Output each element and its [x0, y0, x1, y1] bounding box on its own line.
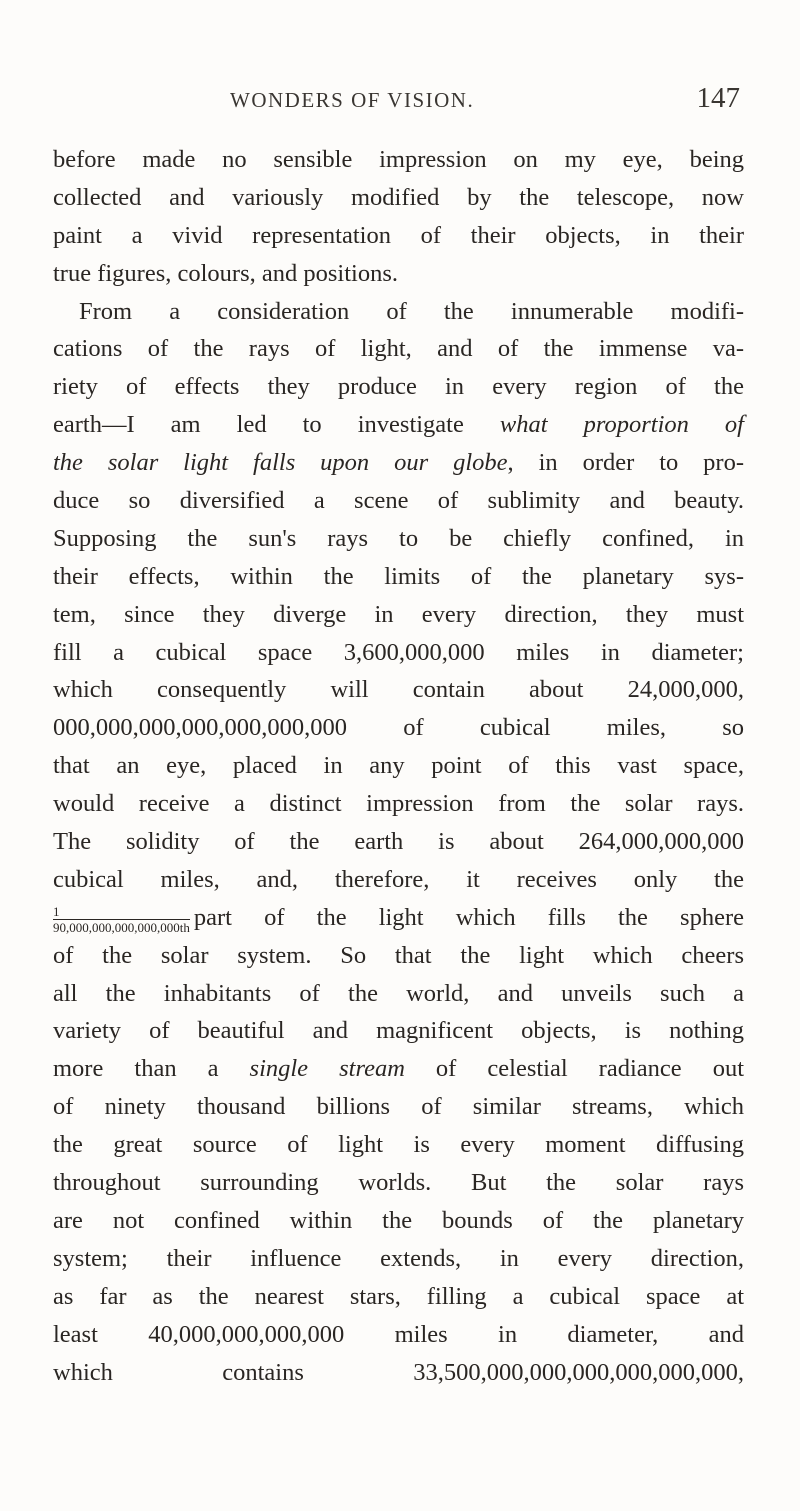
text-line: the great source of light is every moment diffusing [53, 1131, 744, 1159]
text-run: more than a [53, 1055, 250, 1083]
text-line: tem, since they diverge in every direction, they must [53, 600, 744, 628]
text-run: of celestial radiance out [404, 1055, 744, 1083]
text-line: fill a cubical space 3,600,000,000 miles in diameter; [53, 638, 744, 666]
text-line: which contains 33,500,000,000,000,000,000,000, [53, 1358, 744, 1386]
text-line: The solidity of the earth is about 264,000,000,000 [53, 828, 744, 856]
italic-phrase: single stream [249, 1055, 405, 1083]
fraction-denominator: 90,000,000,000,000,000th [53, 919, 190, 935]
body-text [53, 141, 744, 1391]
text-line: variety of beautiful and magnificent objects, is nothing [53, 1017, 744, 1045]
fraction [53, 905, 190, 934]
running-title: WONDERS OF VISION. [230, 88, 475, 112]
text-line: as far as the nearest stars, filling a cubical space at [53, 1282, 744, 1310]
text-run: part of the light which fills the sphere [193, 903, 744, 931]
text-line: duce so diversified a scene of sublimity and beauty. [53, 487, 744, 515]
text-line [53, 444, 744, 482]
text-line: would receive a distinct impression from the solar rays. [53, 790, 744, 818]
paragraph-start-line: From a consideration of the innumerable modifi- [79, 297, 744, 325]
text-line: before made no sensible impression on my eye, being [53, 146, 744, 173]
text-line [53, 899, 744, 937]
text-line: of ninety thousand billions of similar streams, which [53, 1093, 744, 1121]
text-line: paint a vivid representation of their objects, in their [53, 221, 744, 249]
text-line: system; their influence extends, in every direction, [53, 1244, 744, 1272]
text-line: cubical miles, and, therefore, it receives only the [53, 865, 744, 893]
running-head [60, 80, 740, 120]
text-line: Supposing the sun's rays to be chiefly confined, in [53, 524, 744, 552]
text-line: cations of the rays of light, and of the immense va- [53, 335, 744, 363]
text-line: 000,000,000,000,000,000,000 of cubical miles, so [53, 714, 744, 742]
text-run: , in order to pro- [507, 449, 745, 477]
text-line: of the solar system. So that the light which cheers [53, 941, 744, 969]
text-line [53, 1050, 744, 1088]
text-line: their effects, within the limits of the planetary sys- [53, 562, 744, 590]
text-run: earth—I am led to investigate [53, 411, 500, 439]
text-line: least 40,000,000,000,000 miles in diameter, and [53, 1320, 744, 1348]
italic-phrase: what proportion of [499, 411, 744, 439]
text-line: which consequently will contain about 24,000,000, [53, 676, 744, 704]
text-line: are not confined within the bounds of the planetary [53, 1206, 744, 1234]
text-line [53, 406, 744, 444]
italic-phrase: the solar light falls upon our globe [53, 449, 508, 477]
page-number: 147 [696, 82, 740, 114]
text-line: all the inhabitants of the world, and unveils such a [53, 979, 744, 1007]
text-line: true figures, colours, and positions. [53, 259, 398, 287]
text-line: riety of effects they produce in every region of the [53, 373, 744, 401]
text-line: collected and variously modified by the telescope, now [53, 183, 744, 211]
fraction-numerator: 1 [53, 905, 190, 920]
text-line: that an eye, placed in any point of this vast space, [53, 752, 744, 780]
text-line: throughout surrounding worlds. But the solar rays [53, 1169, 744, 1197]
